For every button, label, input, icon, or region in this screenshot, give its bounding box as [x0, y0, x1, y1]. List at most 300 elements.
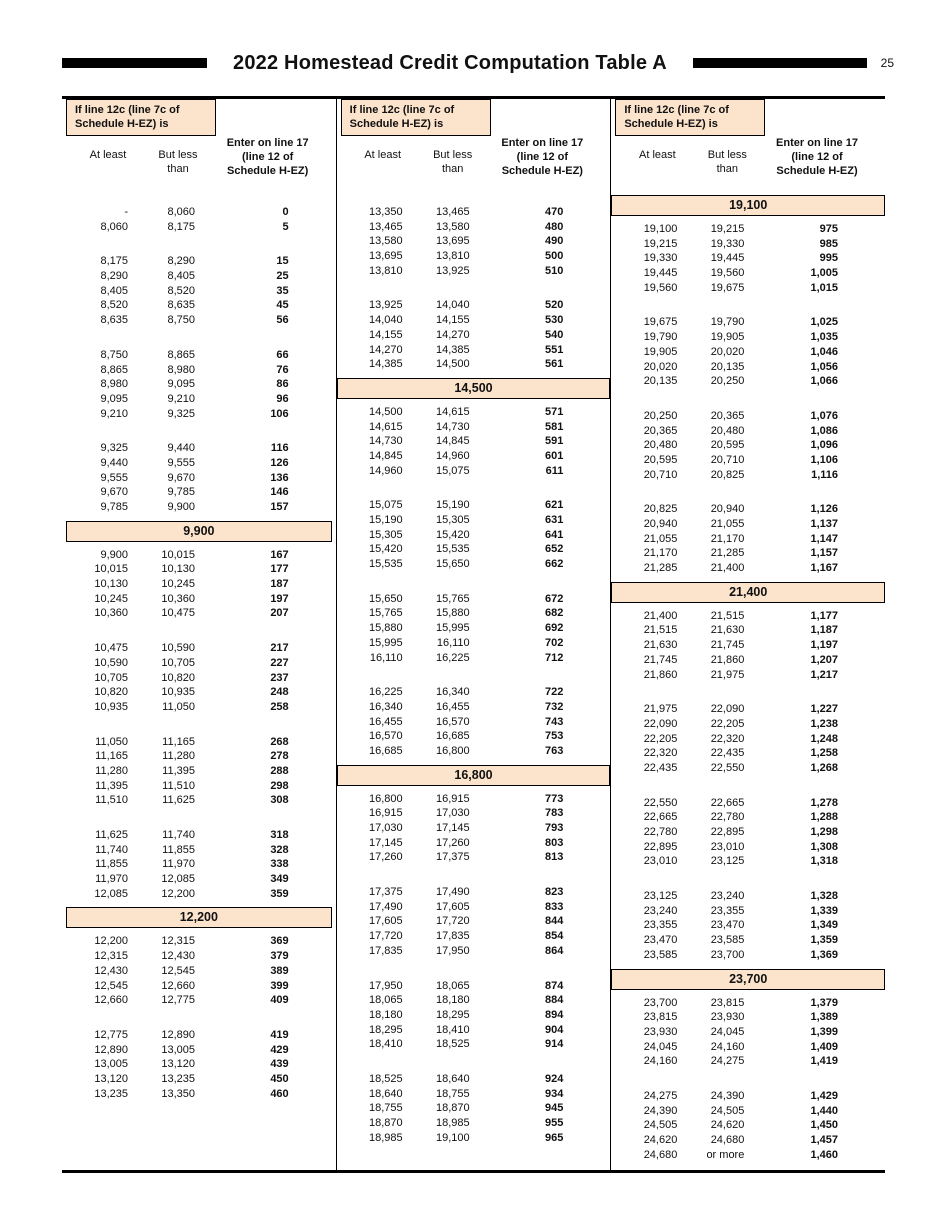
but-less-than-value: 10,130 — [161, 563, 195, 576]
credit-value: 1,359 — [810, 934, 839, 947]
at-least-value: 21,400 — [643, 609, 678, 622]
credit-value: 652 — [544, 543, 564, 556]
but-less-than-value: 15,765 — [436, 592, 470, 605]
credit-value: 278 — [270, 750, 289, 763]
credit-value: 641 — [544, 528, 564, 541]
header-condition-line2: Schedule H-EZ) is — [75, 118, 169, 131]
but-less-than-value: 23,470 — [710, 919, 745, 932]
at-least-value: 21,860 — [643, 668, 678, 681]
at-least-value: 19,790 — [643, 331, 678, 344]
header-condition-line2: Schedule H-EZ) is — [624, 118, 718, 131]
table-row — [611, 1133, 885, 1148]
credit-value: 338 — [270, 858, 289, 871]
at-least-value: 13,235 — [94, 1087, 128, 1100]
at-least-value: 19,100 — [643, 223, 678, 235]
table-row — [337, 542, 611, 557]
but-less-than-value: 11,395 — [162, 764, 195, 777]
at-least-value: 22,320 — [643, 747, 678, 760]
but-less-than-value: 8,635 — [167, 299, 195, 312]
table-row — [62, 407, 336, 422]
at-least-value: 24,275 — [643, 1089, 678, 1102]
credit-value: 1,349 — [810, 919, 839, 932]
table-row — [611, 732, 885, 747]
credit-value: 803 — [544, 836, 564, 849]
table-row — [337, 328, 611, 343]
at-least-value: 17,835 — [369, 944, 403, 957]
row-group — [337, 405, 611, 478]
but-less-than-value: 21,745 — [710, 639, 745, 652]
table-row — [62, 348, 336, 363]
table-row — [337, 636, 611, 651]
at-least-value: 22,090 — [643, 717, 678, 730]
at-least-value: 23,815 — [643, 1011, 678, 1024]
but-less-than-value: 22,665 — [710, 796, 745, 809]
at-least-value: 10,590 — [94, 656, 128, 669]
but-less-than-value: 11,280 — [162, 750, 195, 763]
but-less-than-value: 8,750 — [167, 314, 195, 327]
but-less-than-value: 18,985 — [436, 1117, 470, 1129]
at-least-value: 21,515 — [643, 624, 678, 637]
table-row — [62, 1028, 336, 1043]
but-less-than-value: 9,440 — [167, 442, 195, 455]
at-least-value: 10,935 — [94, 700, 128, 713]
column-header — [611, 99, 885, 189]
but-less-than-value: 10,590 — [161, 642, 195, 655]
table-row — [62, 577, 336, 592]
row-group — [337, 1072, 611, 1145]
row-group — [611, 409, 885, 482]
row-group — [62, 641, 336, 714]
table-row — [337, 1008, 611, 1023]
but-less-than-value: 16,915 — [436, 792, 470, 805]
table-row — [62, 220, 336, 235]
credit-value: 1,177 — [810, 609, 839, 622]
at-least-value: 8,175 — [100, 255, 128, 268]
but-less-than-value: 17,720 — [436, 915, 470, 928]
table-row — [611, 546, 885, 561]
credit-value: 793 — [544, 822, 564, 834]
but-less-than-value: 14,730 — [436, 420, 470, 433]
credit-value: 1,258 — [810, 747, 839, 760]
header-enter-line3: Schedule H-EZ) — [227, 164, 309, 177]
at-least-value: 8,060 — [100, 220, 128, 233]
table-row — [62, 764, 336, 779]
but-less-than-value: 22,895 — [710, 826, 745, 838]
credit-value: 934 — [544, 1087, 564, 1100]
but-less-than-value: 16,570 — [436, 715, 470, 728]
table-row — [62, 872, 336, 887]
credit-value: 136 — [270, 471, 289, 484]
table-row — [611, 532, 885, 547]
credit-value: 551 — [544, 343, 564, 356]
credit-value: 1,147 — [810, 532, 839, 545]
but-less-than-value: 23,815 — [710, 996, 745, 1009]
but-less-than-value: 14,155 — [436, 314, 470, 327]
but-less-than-value: 14,845 — [436, 435, 470, 448]
table-row — [62, 205, 336, 220]
but-less-than-value: 14,040 — [436, 299, 470, 312]
header-enter-line2: (line 12 of — [791, 150, 843, 163]
table-row — [62, 441, 336, 456]
credit-value: 227 — [270, 656, 289, 669]
credit-value: 318 — [270, 829, 289, 841]
credit-value: 682 — [544, 607, 564, 620]
credit-value: 1,126 — [810, 503, 839, 516]
credit-value: 722 — [544, 686, 564, 699]
but-less-than-value: 13,695 — [436, 235, 470, 248]
credit-value: 965 — [544, 1131, 564, 1144]
credit-value: 25 — [276, 270, 289, 283]
table-row — [611, 1104, 885, 1119]
credit-value: 1,187 — [810, 624, 839, 637]
but-less-than-value: 10,935 — [161, 686, 195, 699]
at-least-value: 9,670 — [100, 486, 128, 499]
table-row — [337, 929, 611, 944]
table-row — [337, 234, 611, 249]
but-less-than-value: 21,170 — [710, 532, 745, 545]
row-group — [611, 702, 885, 775]
credit-value: 1,076 — [810, 409, 839, 422]
at-least-value: 15,075 — [369, 499, 403, 512]
at-least-value: 24,505 — [643, 1119, 678, 1132]
credit-value: 1,288 — [810, 811, 839, 824]
table-row — [337, 420, 611, 435]
credit-value: 561 — [544, 358, 564, 371]
credit-value: 813 — [544, 851, 564, 864]
at-least-value: 17,720 — [369, 930, 403, 943]
table-row — [62, 979, 336, 994]
row-group — [337, 298, 611, 371]
at-least-value: 12,660 — [94, 994, 128, 1007]
at-least-value: 13,120 — [94, 1072, 128, 1085]
credit-value: 207 — [270, 607, 289, 620]
credit-value: 844 — [544, 915, 564, 928]
but-less-than-value: 12,890 — [161, 1028, 195, 1041]
credit-value: 167 — [270, 548, 289, 561]
at-least-value: 12,200 — [94, 935, 128, 948]
credit-value: 854 — [544, 930, 564, 943]
at-least-value: 12,430 — [94, 964, 128, 977]
table-row — [337, 836, 611, 851]
at-least-value: 18,870 — [369, 1117, 403, 1129]
but-less-than-value: 12,660 — [161, 979, 195, 992]
at-least-value: 23,585 — [643, 948, 678, 961]
but-less-than-value: 19,905 — [710, 331, 745, 344]
table-row — [62, 606, 336, 621]
credit-value: 126 — [270, 456, 289, 469]
table-row — [62, 934, 336, 949]
table-row — [62, 485, 336, 500]
row-group — [62, 254, 336, 327]
at-least-value: 17,375 — [369, 886, 403, 899]
table-row — [611, 409, 885, 424]
credit-value: 1,318 — [810, 855, 839, 868]
table-row — [337, 850, 611, 865]
table-row — [62, 298, 336, 313]
at-least-value: 8,520 — [100, 299, 128, 312]
header-enter-label — [755, 137, 879, 179]
at-least-value: 8,405 — [100, 284, 128, 297]
credit-value: 237 — [270, 671, 289, 684]
table-column — [610, 99, 885, 1170]
table-row — [611, 840, 885, 855]
header-condition-line2: Schedule H-EZ) is — [349, 118, 444, 131]
at-least-value: 15,420 — [369, 543, 403, 556]
section-divider: 16,800 — [337, 765, 611, 786]
header-enter-label — [480, 137, 604, 179]
row-group — [337, 592, 611, 665]
credit-value: 975 — [819, 223, 839, 235]
credit-value: 1,056 — [810, 360, 839, 373]
but-less-than-value: 12,545 — [161, 964, 195, 977]
table-row — [611, 623, 885, 638]
at-least-value: 15,535 — [369, 558, 403, 571]
at-least-value: 24,160 — [643, 1055, 678, 1068]
section-divider: 23,700 — [611, 969, 885, 990]
credit-value: 106 — [270, 407, 289, 420]
but-less-than-value: 17,605 — [436, 900, 470, 913]
but-less-than-value: 22,205 — [710, 717, 745, 730]
table-row — [62, 1043, 336, 1058]
but-less-than-value: 20,940 — [710, 503, 745, 516]
at-least-value: 16,915 — [369, 807, 403, 820]
table-row — [62, 828, 336, 843]
credit-value: 429 — [270, 1043, 289, 1056]
credit-value: 0 — [282, 206, 289, 218]
section-divider: 14,500 — [337, 378, 611, 399]
table-row — [611, 1025, 885, 1040]
at-least-value: 11,625 — [95, 829, 128, 841]
but-less-than-value: 19,560 — [710, 267, 745, 280]
table-row — [337, 685, 611, 700]
at-least-value: 12,545 — [94, 979, 128, 992]
at-least-value: 23,930 — [643, 1025, 678, 1038]
section-divider: 19,100 — [611, 195, 885, 216]
at-least-value: 9,785 — [100, 501, 128, 513]
but-less-than-value: 22,435 — [710, 747, 745, 760]
credit-value: 1,066 — [810, 375, 839, 388]
column-header — [62, 99, 336, 189]
credit-value: 773 — [544, 792, 564, 805]
at-least-value: 18,755 — [369, 1102, 403, 1115]
at-least-value: 15,765 — [369, 607, 403, 620]
but-less-than-value: 23,240 — [710, 890, 745, 903]
but-less-than-value: 12,315 — [161, 935, 195, 948]
at-least-value: 8,980 — [100, 378, 128, 391]
row-group — [337, 685, 611, 758]
table-row — [611, 315, 885, 330]
header-but-less-label: But less than — [158, 149, 198, 175]
credit-value: 298 — [270, 779, 289, 792]
table-row — [611, 237, 885, 252]
header-condition-line1: If line 12c (line 7c of — [75, 104, 180, 116]
table-row — [337, 1072, 611, 1087]
at-least-value: 18,410 — [369, 1038, 403, 1051]
credit-value: 288 — [270, 764, 289, 777]
but-less-than-value: 13,005 — [161, 1043, 195, 1056]
at-least-value: 9,900 — [100, 548, 128, 561]
at-least-value: 14,845 — [369, 449, 403, 462]
table-row — [611, 854, 885, 869]
but-less-than-value: 16,340 — [436, 686, 470, 699]
table-row — [611, 281, 885, 296]
table-row — [62, 887, 336, 902]
table-row — [337, 298, 611, 313]
credit-value: 308 — [270, 794, 289, 807]
table-row — [611, 360, 885, 375]
credit-value: 35 — [276, 284, 289, 297]
but-less-than-value: 23,585 — [710, 934, 745, 947]
but-less-than-value: 8,405 — [167, 270, 195, 283]
but-less-than-value: 15,880 — [436, 607, 470, 620]
table-row — [611, 904, 885, 919]
credit-value: 349 — [270, 873, 289, 886]
at-least-value: 14,155 — [369, 328, 403, 341]
but-less-than-value: 18,410 — [436, 1023, 470, 1036]
at-least-value: 13,350 — [369, 206, 403, 218]
table-row — [337, 528, 611, 543]
credit-value: 1,106 — [810, 453, 839, 466]
at-least-value: 24,045 — [643, 1040, 678, 1053]
at-least-value: 23,010 — [643, 855, 678, 868]
at-least-value: 12,890 — [94, 1043, 128, 1056]
at-least-value: 11,855 — [95, 858, 128, 871]
credit-value: 217 — [270, 642, 289, 655]
credit-value: 611 — [545, 464, 564, 477]
row-group — [62, 735, 336, 808]
header-condition-box — [615, 99, 765, 136]
at-least-value: 8,290 — [100, 270, 128, 283]
but-less-than-value: 13,350 — [161, 1087, 195, 1100]
at-least-value: 22,895 — [643, 840, 678, 853]
table-row — [611, 948, 885, 963]
credit-value: 520 — [544, 299, 564, 312]
credit-value: 1,035 — [810, 331, 839, 344]
at-least-value: 22,780 — [643, 826, 678, 838]
page-title: 2022 Homestead Credit Computation Table A — [233, 51, 667, 74]
table-row — [611, 1010, 885, 1025]
at-least-value: 20,250 — [643, 409, 678, 422]
but-less-than-value: 13,465 — [436, 206, 470, 218]
at-least-value: 22,550 — [643, 796, 678, 809]
at-least-value: 23,470 — [643, 934, 678, 947]
credit-value: 86 — [276, 378, 289, 391]
table-row — [337, 498, 611, 513]
table-column — [62, 99, 336, 1170]
at-least-value: 19,675 — [643, 316, 678, 329]
but-less-than-value: 24,620 — [710, 1119, 745, 1132]
at-least-value: 12,315 — [94, 950, 128, 963]
table-row — [337, 1037, 611, 1052]
credit-value: 15 — [276, 255, 289, 268]
header-enter-line2: (line 12 of — [242, 150, 294, 163]
table-row — [62, 1057, 336, 1072]
but-less-than-value: 16,110 — [436, 636, 470, 649]
at-least-value: 14,040 — [369, 314, 403, 327]
but-less-than-value: 24,045 — [710, 1025, 745, 1038]
table-row — [337, 464, 611, 479]
at-least-value: 20,595 — [643, 453, 678, 466]
at-least-value: 9,210 — [100, 407, 128, 420]
but-less-than-value: 24,160 — [710, 1040, 745, 1053]
table-row — [337, 313, 611, 328]
table-row — [337, 357, 611, 372]
at-least-value: 8,635 — [100, 314, 128, 327]
at-least-value: 13,925 — [369, 299, 403, 312]
but-less-than-value: 11,165 — [162, 735, 195, 748]
at-least-value: 16,225 — [369, 686, 403, 699]
table-row — [337, 606, 611, 621]
credit-value: 116 — [270, 442, 289, 455]
at-least-value: 23,240 — [643, 904, 678, 917]
credit-value: 1,298 — [810, 826, 839, 838]
table-row — [337, 513, 611, 528]
table-row — [337, 914, 611, 929]
at-least-value: 11,740 — [95, 843, 128, 856]
row-group — [337, 498, 611, 571]
but-less-than-value: 15,420 — [436, 528, 470, 541]
table-row — [62, 592, 336, 607]
but-less-than-value: 22,780 — [710, 811, 745, 824]
at-least-value: 11,280 — [95, 764, 128, 777]
at-least-value: 18,180 — [369, 1008, 403, 1021]
but-less-than-value: 9,325 — [167, 407, 195, 420]
at-least-value: 13,810 — [369, 264, 403, 277]
row-group — [611, 609, 885, 682]
credit-value: 187 — [270, 578, 289, 591]
table-row — [611, 825, 885, 840]
credit-value: 45 — [276, 299, 289, 312]
credit-value: 945 — [544, 1102, 564, 1115]
credit-table — [62, 96, 885, 1173]
but-less-than-value: 21,400 — [710, 562, 745, 575]
row-group — [337, 885, 611, 958]
table-row — [611, 996, 885, 1011]
table-row — [62, 500, 336, 515]
header-enter-line3: Schedule H-EZ) — [501, 164, 583, 177]
at-least-value: 16,340 — [369, 700, 403, 713]
but-less-than-value: 10,475 — [161, 607, 195, 620]
table-row — [62, 793, 336, 808]
row-group — [611, 796, 885, 869]
at-least-value: 18,525 — [369, 1072, 403, 1085]
table-row — [611, 796, 885, 811]
at-least-value: 12,085 — [94, 887, 128, 900]
at-least-value: 20,135 — [643, 375, 678, 388]
but-less-than-value: 8,980 — [167, 363, 195, 376]
but-less-than-value: 17,145 — [436, 822, 470, 834]
at-least-value: 9,095 — [100, 392, 128, 405]
at-least-value: 20,710 — [643, 468, 678, 481]
credit-value: 631 — [544, 514, 564, 526]
credit-value: 712 — [544, 651, 564, 664]
credit-value: 1,450 — [810, 1119, 839, 1132]
but-less-than-value: 8,290 — [167, 255, 195, 268]
table-row — [337, 715, 611, 730]
at-least-value: 19,445 — [643, 267, 678, 280]
row-group — [62, 441, 336, 514]
at-least-value: 10,360 — [94, 607, 128, 620]
credit-value: 1,086 — [810, 424, 839, 437]
table-row — [611, 653, 885, 668]
but-less-than-value: 9,210 — [167, 392, 195, 405]
credit-value: 591 — [544, 435, 564, 448]
credit-value: 1,339 — [810, 904, 839, 917]
row-group — [62, 548, 336, 621]
table-row — [337, 729, 611, 744]
table-row — [337, 449, 611, 464]
credit-value: 1,278 — [810, 796, 839, 809]
